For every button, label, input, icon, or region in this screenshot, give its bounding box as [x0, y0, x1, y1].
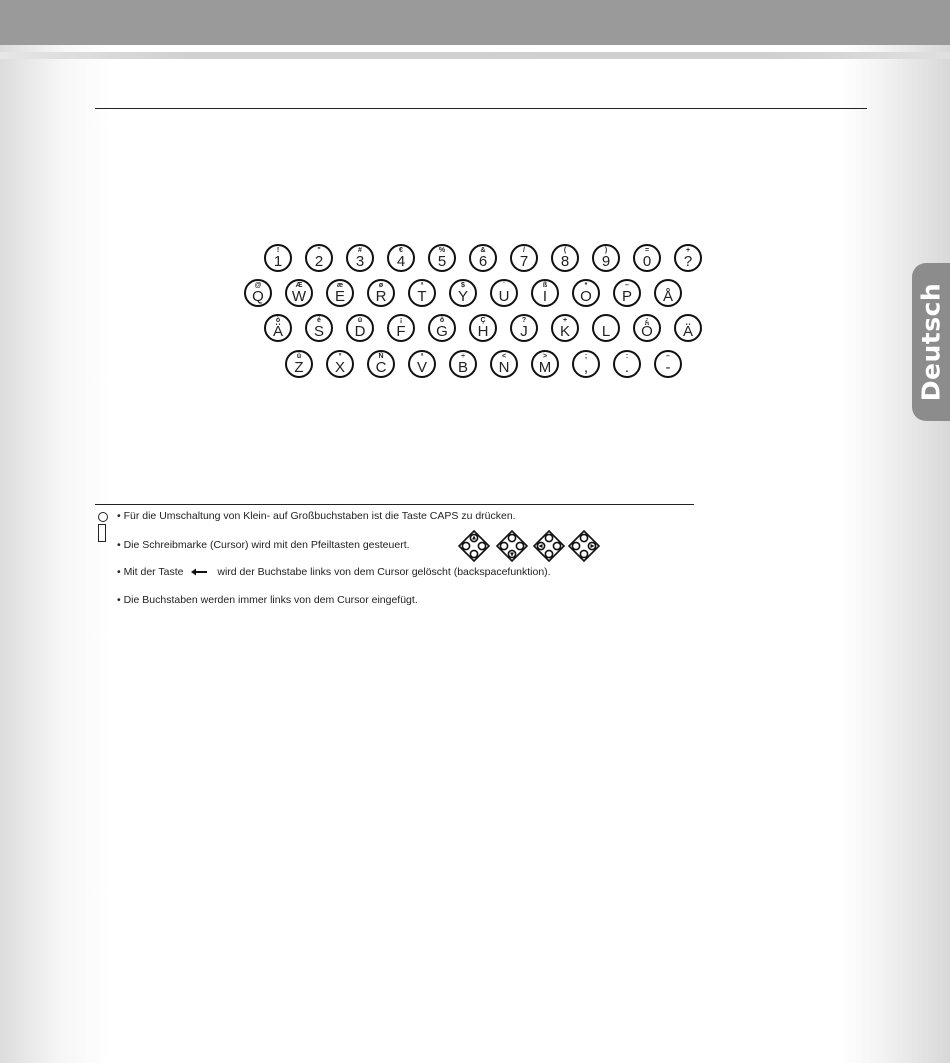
key-secondary-label: Ç: [480, 317, 486, 324]
key-secondary-label: $: [461, 282, 465, 289]
key-primary-label: O: [580, 288, 592, 305]
key-3-9: [654, 350, 682, 378]
key-secondary-label: ø: [378, 282, 384, 289]
key-3-7: [572, 350, 600, 378]
key-1-10: [654, 279, 682, 307]
key-secondary-label: º: [338, 353, 342, 360]
key-2-5: [469, 314, 497, 342]
key-secondary-label: =: [644, 247, 650, 254]
key-secondary-label: ;: [584, 353, 588, 360]
dpad-down-icon: [496, 530, 528, 562]
note-insert: • Die Buchstaben werden immer links von dem Cursor eingefügt.: [117, 594, 418, 606]
key-primary-label: -: [665, 359, 671, 376]
key-primary-label: 7: [519, 253, 529, 270]
note-caps: • Für die Umschaltung von Klein- auf Großbuchstaben ist die Taste CAPS zu drücken.: [117, 510, 516, 522]
key-2-8: [592, 314, 620, 342]
key-secondary-label: ¿: [644, 317, 650, 324]
key-secondary-label: ò: [275, 317, 281, 324]
key-primary-label: L: [601, 323, 611, 340]
key-secondary-label: ô: [439, 317, 445, 324]
key-primary-label: 9: [601, 253, 611, 270]
key-primary-label: 3: [355, 253, 365, 270]
key-0-0: [264, 244, 292, 272]
key-2-6: [510, 314, 538, 342]
key-secondary-label: ?: [521, 317, 527, 324]
key-primary-label: G: [436, 323, 448, 340]
key-secondary-label: ß: [542, 282, 548, 289]
key-primary-label: F: [396, 323, 406, 340]
key-secondary-label: @: [254, 282, 262, 289]
key-secondary-label: ¡: [399, 317, 403, 324]
key-0-1: [305, 244, 333, 272]
key-primary-label: 2: [314, 253, 324, 270]
key-primary-label: 5: [437, 253, 447, 270]
key-primary-label: 4: [396, 253, 406, 270]
key-primary-label: C: [375, 359, 387, 376]
key-primary-label: P: [621, 288, 632, 305]
key-primary-label: D: [354, 323, 366, 340]
key-1-2: [326, 279, 354, 307]
note-backspace-before: • Mit der Taste: [117, 566, 184, 578]
key-primary-label: Z: [294, 359, 304, 376]
key-1-0: [244, 279, 272, 307]
key-0-4: [428, 244, 456, 272]
key-secondary-label: ¨: [502, 282, 506, 289]
key-secondary-label: %: [438, 247, 446, 254]
language-tab-label: Deutsch: [916, 282, 946, 402]
key-primary-label: Q: [252, 288, 264, 305]
key-secondary-label: –: [625, 282, 629, 289]
key-secondary-label: Æ: [295, 282, 303, 289]
key-primary-label: U: [498, 288, 510, 305]
key-3-8: [613, 350, 641, 378]
key-secondary-label: (: [563, 247, 567, 254]
key-secondary-label: #: [358, 247, 362, 254]
key-primary-label: ?: [683, 253, 693, 270]
key-secondary-label: +: [562, 317, 568, 324]
key-2-7: [551, 314, 579, 342]
key-primary-label: W: [291, 288, 307, 305]
note-cursor: • Die Schreibmarke (Cursor) wird mit den Pfeiltasten gesteuert.: [117, 539, 410, 551]
key-primary-label: K: [559, 323, 570, 340]
key-primary-label: H: [477, 323, 489, 340]
key-0-10: [674, 244, 702, 272]
key-primary-label: 1: [273, 253, 283, 270]
key-1-4: [408, 279, 436, 307]
dpad-right-icon: [568, 530, 600, 562]
key-primary-label: J: [520, 323, 528, 340]
key-1-3: [367, 279, 395, 307]
key-0-5: [469, 244, 497, 272]
key-primary-label: X: [334, 359, 345, 376]
key-primary-label: I: [542, 288, 548, 305]
note-backspace: [117, 566, 551, 579]
key-1-5: [449, 279, 477, 307]
key-secondary-label: &: [480, 247, 486, 254]
key-0-8: [592, 244, 620, 272]
key-2-9: [633, 314, 661, 342]
key-primary-label: Y: [457, 288, 468, 305]
key-secondary-label: ü: [357, 317, 363, 324]
backspace-arrow-icon: [190, 568, 208, 576]
key-secondary-label: €: [399, 247, 403, 254]
key-secondary-label: ÷: [461, 353, 465, 360]
key-2-2: [346, 314, 374, 342]
key-secondary-label: *: [584, 282, 588, 289]
key-2-0: [264, 314, 292, 342]
key-0-6: [510, 244, 538, 272]
key-primary-label: V: [416, 359, 427, 376]
key-secondary-label: Ñ: [378, 353, 384, 360]
keyboard-diagram: [0, 0, 950, 400]
key-secondary-label: ): [604, 247, 608, 254]
key-secondary-label: >: [542, 353, 548, 360]
key-primary-label: T: [417, 288, 427, 305]
key-secondary-label: ª: [420, 353, 424, 360]
key-secondary-label: æ: [336, 282, 344, 289]
key-primary-label: 6: [478, 253, 488, 270]
note-backspace-after: wird der Buchstabe links von dem Cursor gelöscht (backspacefunktion).: [217, 566, 551, 578]
notes-rule: [95, 504, 694, 505]
key-1-6: [490, 279, 518, 307]
key-3-1: [326, 350, 354, 378]
key-3-6: [531, 350, 559, 378]
key-secondary-label: ª: [420, 282, 424, 289]
key-2-1: [305, 314, 333, 342]
key-primary-label: R: [375, 288, 387, 305]
key-primary-label: M: [538, 359, 552, 376]
key-primary-label: .: [624, 359, 630, 376]
key-3-0: [285, 350, 313, 378]
key-0-3: [387, 244, 415, 272]
key-0-7: [551, 244, 579, 272]
dpad-left-icon: [533, 530, 565, 562]
key-2-10: [674, 314, 702, 342]
key-1-9: [613, 279, 641, 307]
key-secondary-label: !: [276, 247, 280, 254]
key-2-3: [387, 314, 415, 342]
key-primary-label: S: [313, 323, 324, 340]
key-1-1: [285, 279, 313, 307]
dpad-up-icon: [458, 530, 490, 562]
key-primary-label: 8: [560, 253, 570, 270]
key-primary-label: N: [498, 359, 510, 376]
key-secondary-label: :: [625, 353, 629, 360]
key-primary-label: 0: [642, 253, 652, 270]
key-3-4: [449, 350, 477, 378]
key-secondary-label: ": [317, 247, 321, 254]
key-0-2: [346, 244, 374, 272]
key-secondary-label: é: [317, 317, 321, 324]
key-primary-label: Ä: [272, 323, 283, 340]
key-1-8: [572, 279, 600, 307]
key-secondary-label: <: [501, 353, 507, 360]
key-primary-label: Ö: [641, 323, 653, 340]
key-primary-label: ,: [583, 359, 589, 376]
key-primary-label: Å: [662, 288, 673, 305]
key-3-5: [490, 350, 518, 378]
key-secondary-label: û: [296, 353, 302, 360]
info-icon: [97, 512, 108, 542]
key-3-2: [367, 350, 395, 378]
key-secondary-label: /: [523, 247, 525, 254]
key-primary-label: E: [334, 288, 345, 305]
key-primary-label: B: [457, 359, 468, 376]
key-0-9: [633, 244, 661, 272]
key-2-4: [428, 314, 456, 342]
key-secondary-label: +: [685, 247, 691, 254]
key-primary-label: Ä: [682, 323, 693, 340]
key-1-7: [531, 279, 559, 307]
key-secondary-label: –: [666, 353, 670, 360]
key-3-3: [408, 350, 436, 378]
